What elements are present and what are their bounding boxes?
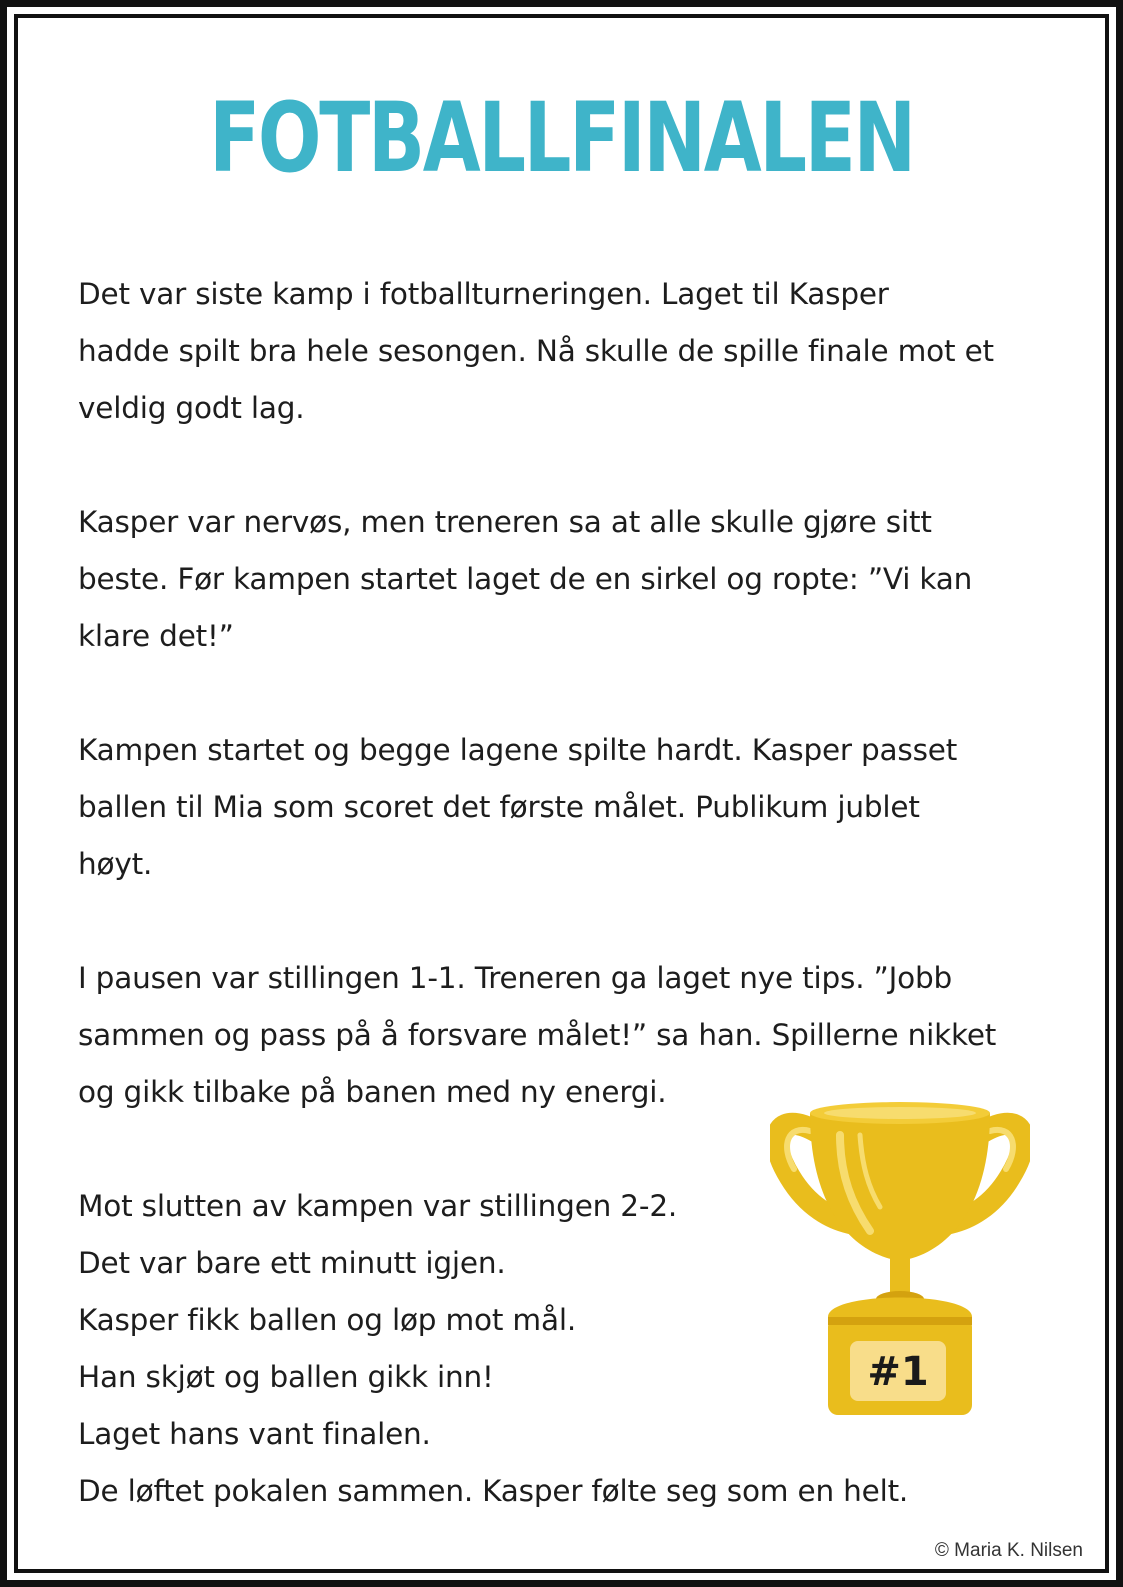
text-line: høyt. (78, 847, 153, 881)
copyright-credit: © Maria K. Nilsen (934, 1540, 1083, 1561)
text-line: I pausen var stillingen 1-1. Treneren ga laget nye tips. ”Jobb (78, 961, 953, 995)
text-line: veldig godt lag. (78, 391, 305, 425)
text-line: hadde spilt bra hele sesongen. Nå skulle de spille finale mot et (78, 334, 994, 368)
paragraph-1 (78, 266, 1058, 437)
paragraph-3 (78, 722, 1058, 893)
text-line: Kasper fikk ballen og løp mot mål. (78, 1303, 577, 1337)
text-line: Laget hans vant finalen. (78, 1417, 431, 1451)
paragraph-2 (78, 494, 1058, 665)
text-line: Han skjøt og ballen gikk inn! (78, 1360, 494, 1394)
page-title: FOTBALLFINALEN (209, 82, 914, 194)
trophy-label: #1 (867, 1349, 929, 1395)
text-line: beste. Før kampen startet laget de en sirkel og ropte: ”Vi kan (78, 562, 973, 596)
text-line: Mot slutten av kampen var stillingen 2-2. (78, 1189, 678, 1223)
text-line: Det var bare ett minutt igjen. (78, 1246, 506, 1280)
text-line: Det var siste kamp i fotballturneringen. Laget til Kasper (78, 277, 889, 311)
text-line: ballen til Mia som scoret det første målet. Publikum jublet (78, 790, 920, 824)
trophy-icon (770, 1095, 1030, 1425)
text-line: De løftet pokalen sammen. Kasper følte seg som en helt. (78, 1474, 909, 1508)
text-line: Kasper var nervøs, men treneren sa at alle skulle gjøre sitt (78, 505, 932, 539)
text-line: klare det!” (78, 619, 234, 653)
text-line: og gikk tilbake på banen med ny energi. (78, 1075, 667, 1109)
text-line: Kampen startet og begge lagene spilte hardt. Kasper passet (78, 733, 958, 767)
text-line: sammen og pass på å forsvare målet!” sa han. Spillerne nikket (78, 1018, 997, 1052)
